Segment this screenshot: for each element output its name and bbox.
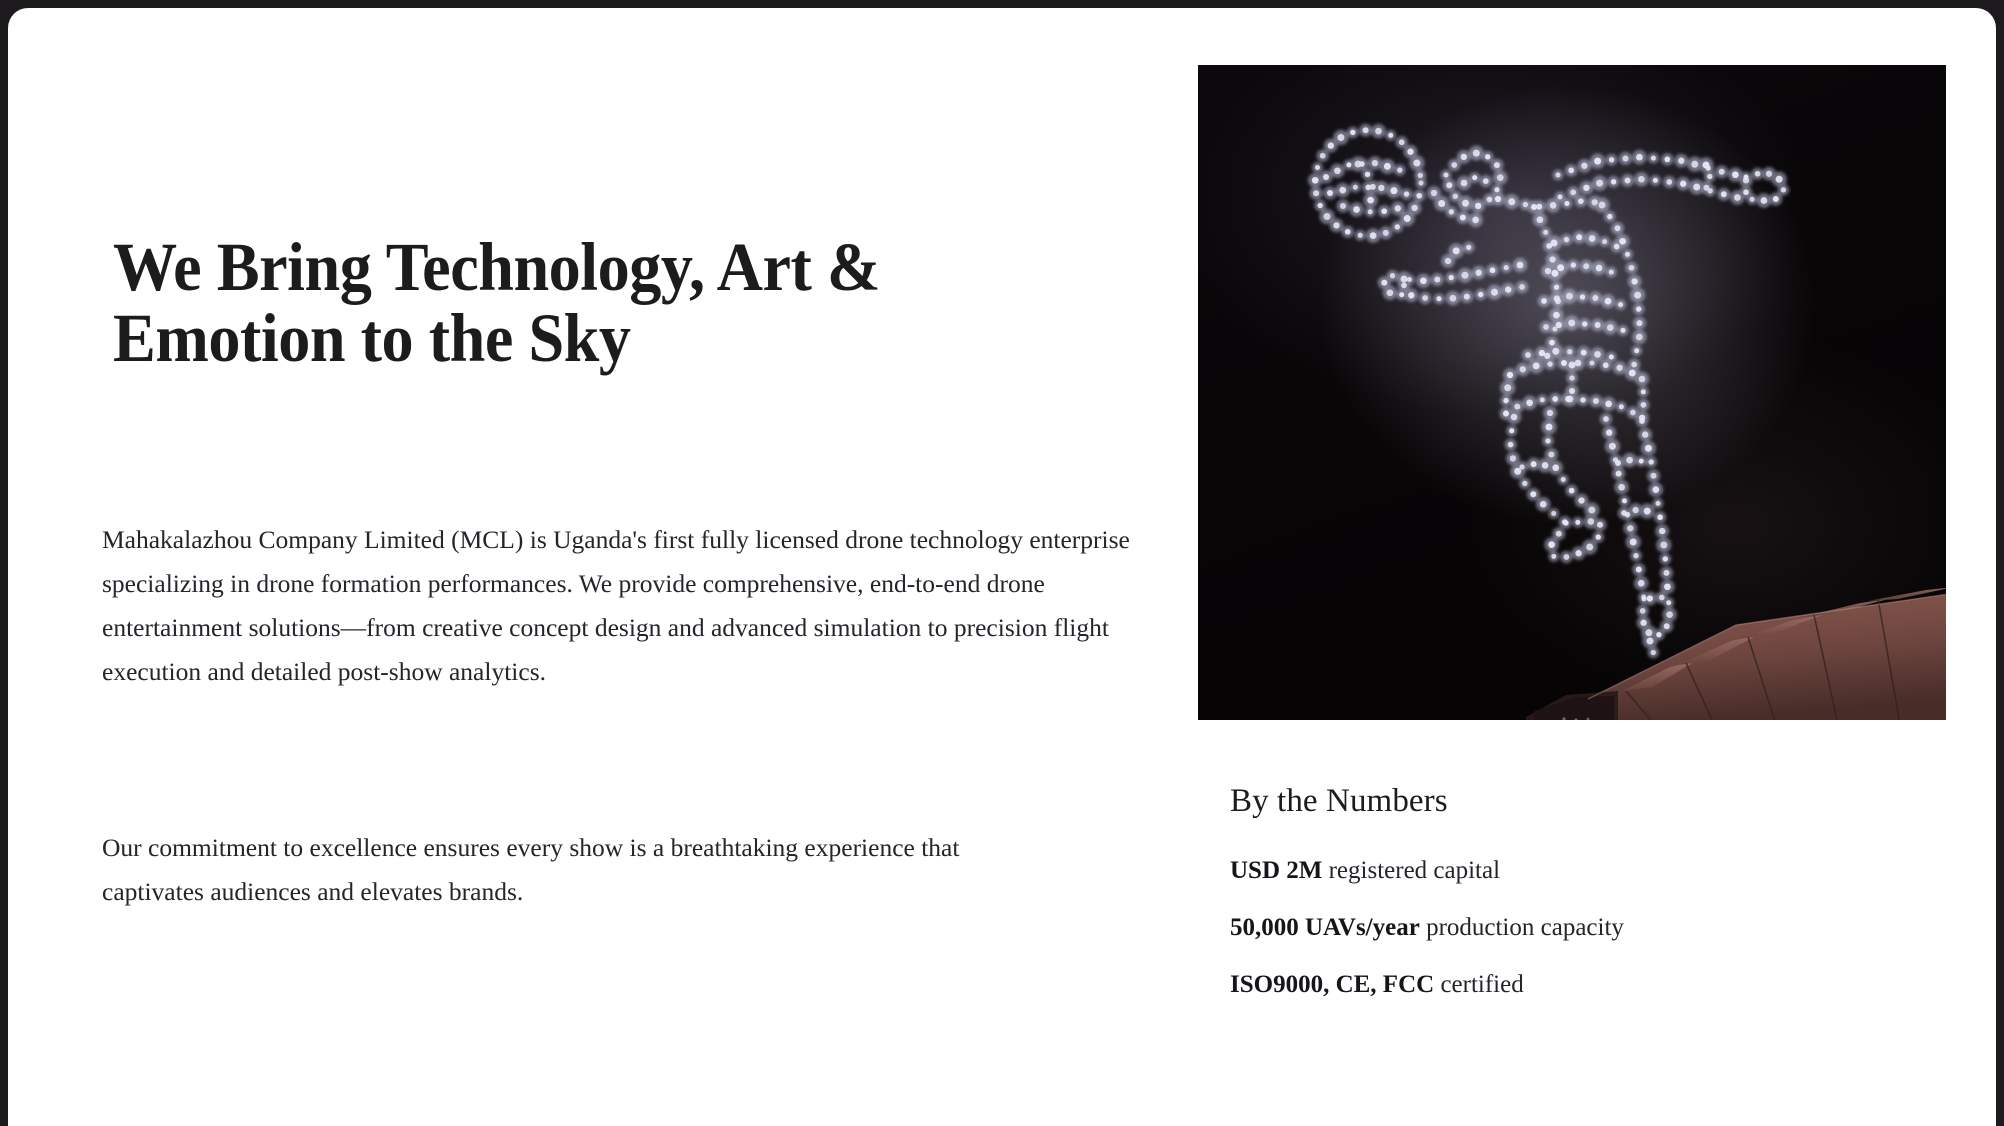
stats-heading: By the Numbers [1230,783,1448,819]
page-surface [8,8,1996,1126]
stat-value: USD 2M [1230,857,1323,885]
hero-paragraph-secondary: Our commitment to excellence ensures every show is a breathtaking experience that captivates audiences and elevates brands. [102,833,960,906]
stat-item [1230,842,1930,899]
by-the-numbers-block [1230,783,1930,1013]
stat-value: ISO9000, CE, FCC [1230,971,1435,999]
hero-section [8,8,1996,1126]
page-title: We Bring Technology, Art & Emotion to the Sky [113,229,880,377]
hero-paragraph-primary: Mahakalazhou Company Limited (MCL) is Uganda's first fully licensed drone technology enterprise specializing in drone formation performances. We provide comprehensive, end-to-end drone entertainment solutions—from creative concept design and advanced simulation to precision flight execution and detailed post-show analytics. [102,525,1130,686]
stat-item [1230,956,1930,1013]
stat-label: registered capital [1328,857,1501,885]
hero-text-column [94,8,1164,1126]
hero-media-column [1198,8,1958,1126]
stat-label: certified [1440,971,1524,999]
stat-item [1230,899,1930,956]
stadium-roof [1526,579,1946,720]
stat-label: production capacity [1426,914,1624,942]
stat-value: 50,000 UAVs/year [1230,914,1420,942]
drone-show-image [1198,65,1946,720]
